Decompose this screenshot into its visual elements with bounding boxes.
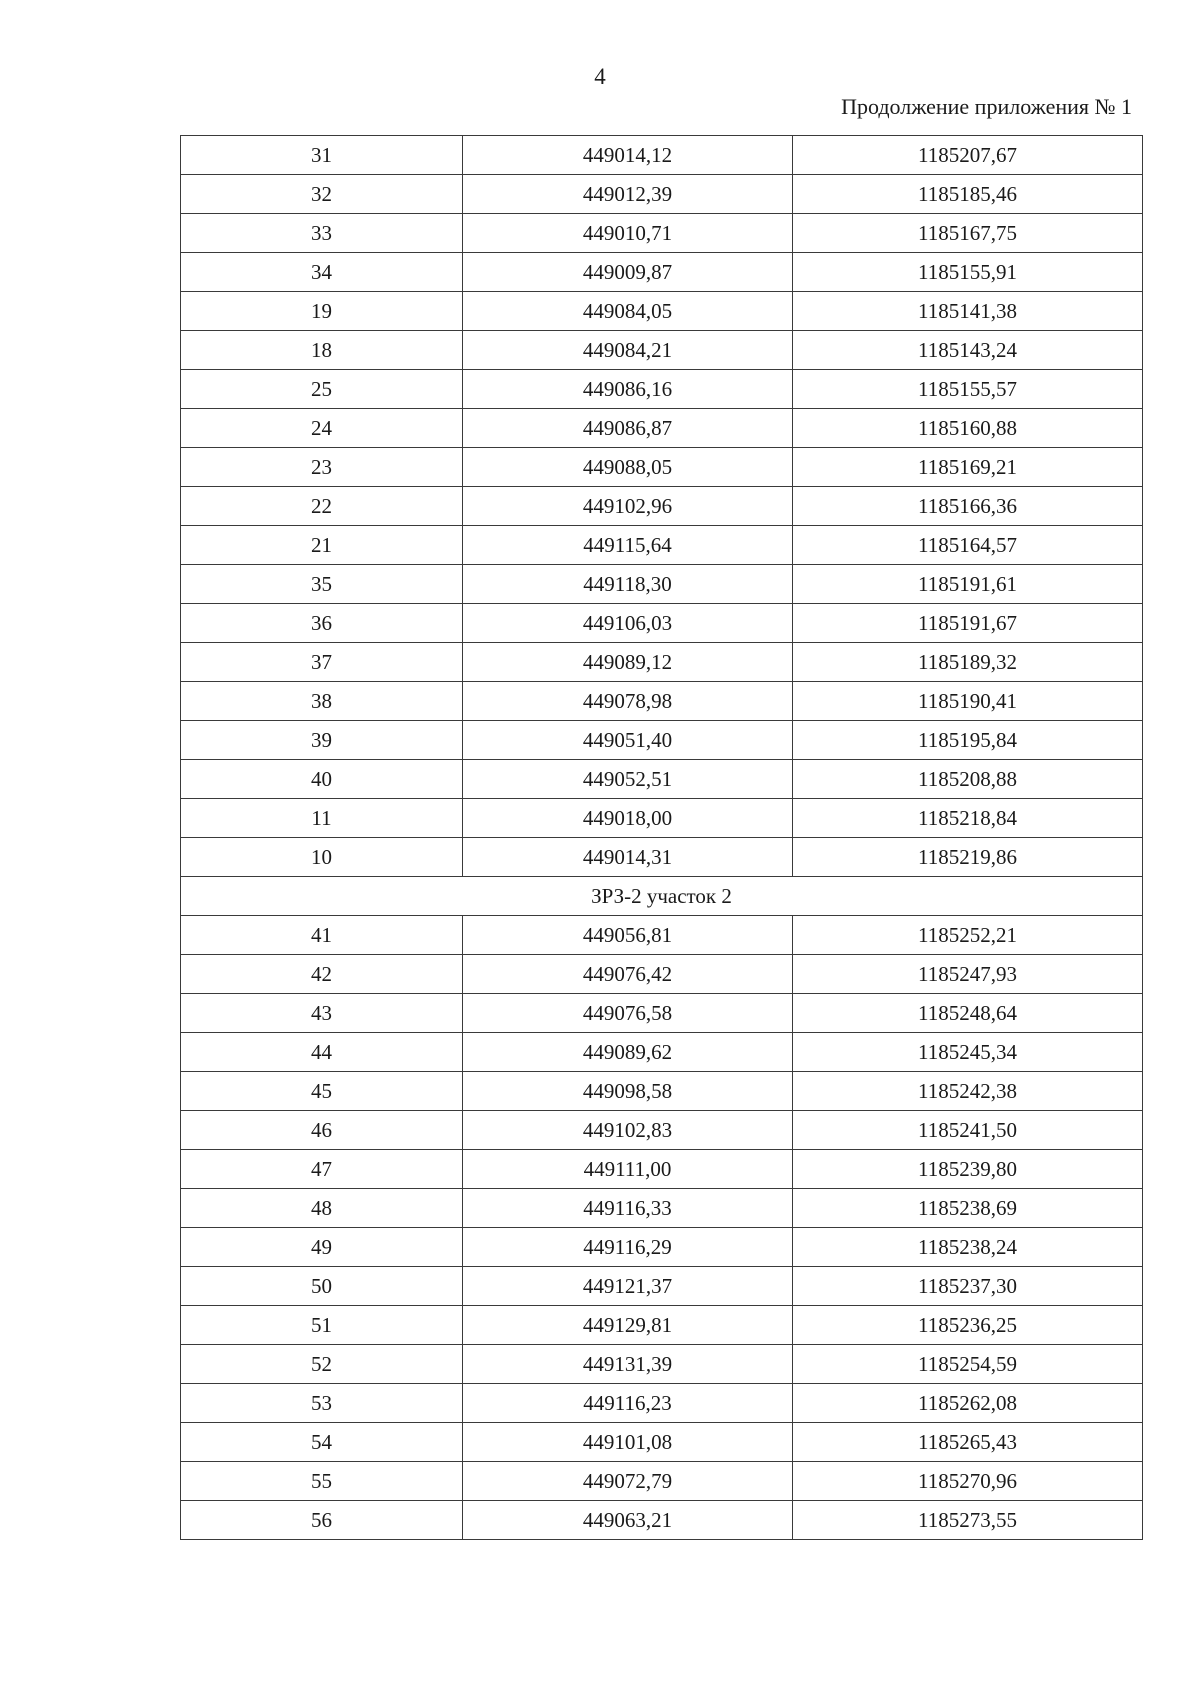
table-row [181, 448, 1143, 487]
x-coordinate-cell: 449010,71 [463, 214, 793, 253]
x-coordinate-cell: 449009,87 [463, 253, 793, 292]
x-coordinate-cell: 449063,21 [463, 1501, 793, 1540]
x-coordinate-cell: 449116,33 [463, 1189, 793, 1228]
y-coordinate-cell: 1185185,46 [793, 175, 1143, 214]
table-row [181, 643, 1143, 682]
table-row [181, 331, 1143, 370]
appendix-note: Продолжение приложения № 1 [841, 94, 1132, 119]
x-coordinate-cell: 449052,51 [463, 760, 793, 799]
x-coordinate-cell: 449118,30 [463, 565, 793, 604]
section-label: ЗРЗ-2 участок 2 [181, 877, 1143, 916]
point-number-cell: 39 [181, 721, 463, 760]
table-row [181, 175, 1143, 214]
point-number-cell: 44 [181, 1033, 463, 1072]
point-number-cell: 18 [181, 331, 463, 370]
point-number-cell: 51 [181, 1306, 463, 1345]
x-coordinate-cell: 449098,58 [463, 1072, 793, 1111]
y-coordinate-cell: 1185195,84 [793, 721, 1143, 760]
x-coordinate-cell: 449131,39 [463, 1345, 793, 1384]
x-coordinate-cell: 449102,83 [463, 1111, 793, 1150]
y-coordinate-cell: 1185218,84 [793, 799, 1143, 838]
x-coordinate-cell: 449018,00 [463, 799, 793, 838]
y-coordinate-cell: 1185242,38 [793, 1072, 1143, 1111]
y-coordinate-cell: 1185189,32 [793, 643, 1143, 682]
point-number-cell: 55 [181, 1462, 463, 1501]
x-coordinate-cell: 449086,16 [463, 370, 793, 409]
point-number-cell: 41 [181, 916, 463, 955]
table-row [181, 1345, 1143, 1384]
table-row [181, 838, 1143, 877]
table-row [181, 721, 1143, 760]
table-row [181, 1501, 1143, 1540]
point-number-cell: 31 [181, 136, 463, 175]
point-number-cell: 42 [181, 955, 463, 994]
x-coordinate-cell: 449129,81 [463, 1306, 793, 1345]
y-coordinate-cell: 1185270,96 [793, 1462, 1143, 1501]
table-row [181, 604, 1143, 643]
x-coordinate-cell: 449115,64 [463, 526, 793, 565]
table-row [181, 1189, 1143, 1228]
y-coordinate-cell: 1185219,86 [793, 838, 1143, 877]
point-number-cell: 48 [181, 1189, 463, 1228]
table-row [181, 292, 1143, 331]
x-coordinate-cell: 449088,05 [463, 448, 793, 487]
table-row [181, 1228, 1143, 1267]
table-row [181, 370, 1143, 409]
x-coordinate-cell: 449102,96 [463, 487, 793, 526]
section-header-row [181, 877, 1143, 916]
point-number-cell: 53 [181, 1384, 463, 1423]
x-coordinate-cell: 449106,03 [463, 604, 793, 643]
x-coordinate-cell: 449101,08 [463, 1423, 793, 1462]
y-coordinate-cell: 1185191,67 [793, 604, 1143, 643]
point-number-cell: 10 [181, 838, 463, 877]
point-number-cell: 23 [181, 448, 463, 487]
table-row [181, 214, 1143, 253]
x-coordinate-cell: 449084,05 [463, 292, 793, 331]
table-row [181, 253, 1143, 292]
point-number-cell: 38 [181, 682, 463, 721]
point-number-cell: 52 [181, 1345, 463, 1384]
x-coordinate-cell: 449089,62 [463, 1033, 793, 1072]
table-row [181, 682, 1143, 721]
y-coordinate-cell: 1185143,24 [793, 331, 1143, 370]
x-coordinate-cell: 449121,37 [463, 1267, 793, 1306]
x-coordinate-cell: 449116,23 [463, 1384, 793, 1423]
x-coordinate-cell: 449076,58 [463, 994, 793, 1033]
table-row [181, 916, 1143, 955]
y-coordinate-cell: 1185167,75 [793, 214, 1143, 253]
y-coordinate-cell: 1185245,34 [793, 1033, 1143, 1072]
table-row [181, 1111, 1143, 1150]
point-number-cell: 50 [181, 1267, 463, 1306]
x-coordinate-cell: 449014,12 [463, 136, 793, 175]
y-coordinate-cell: 1185238,24 [793, 1228, 1143, 1267]
y-coordinate-cell: 1185190,41 [793, 682, 1143, 721]
point-number-cell: 36 [181, 604, 463, 643]
point-number-cell: 56 [181, 1501, 463, 1540]
point-number-cell: 40 [181, 760, 463, 799]
point-number-cell: 33 [181, 214, 463, 253]
y-coordinate-cell: 1185254,59 [793, 1345, 1143, 1384]
x-coordinate-cell: 449089,12 [463, 643, 793, 682]
x-coordinate-cell: 449076,42 [463, 955, 793, 994]
x-coordinate-cell: 449056,81 [463, 916, 793, 955]
y-coordinate-cell: 1185239,80 [793, 1150, 1143, 1189]
point-number-cell: 45 [181, 1072, 463, 1111]
table-row [181, 760, 1143, 799]
point-number-cell: 19 [181, 292, 463, 331]
y-coordinate-cell: 1185166,36 [793, 487, 1143, 526]
table-row [181, 526, 1143, 565]
y-coordinate-cell: 1185247,93 [793, 955, 1143, 994]
y-coordinate-cell: 1185252,21 [793, 916, 1143, 955]
point-number-cell: 22 [181, 487, 463, 526]
y-coordinate-cell: 1185155,91 [793, 253, 1143, 292]
y-coordinate-cell: 1185236,25 [793, 1306, 1143, 1345]
point-number-cell: 35 [181, 565, 463, 604]
table-row [181, 1306, 1143, 1345]
y-coordinate-cell: 1185155,57 [793, 370, 1143, 409]
table-row [181, 1267, 1143, 1306]
table-row [181, 487, 1143, 526]
x-coordinate-cell: 449111,00 [463, 1150, 793, 1189]
x-coordinate-cell: 449072,79 [463, 1462, 793, 1501]
table-row [181, 955, 1143, 994]
point-number-cell: 32 [181, 175, 463, 214]
y-coordinate-cell: 1185273,55 [793, 1501, 1143, 1540]
table-row [181, 1150, 1143, 1189]
x-coordinate-cell: 449086,87 [463, 409, 793, 448]
point-number-cell: 24 [181, 409, 463, 448]
point-number-cell: 49 [181, 1228, 463, 1267]
x-coordinate-cell: 449116,29 [463, 1228, 793, 1267]
x-coordinate-cell: 449078,98 [463, 682, 793, 721]
point-number-cell: 37 [181, 643, 463, 682]
table-row [181, 1423, 1143, 1462]
y-coordinate-cell: 1185191,61 [793, 565, 1143, 604]
point-number-cell: 25 [181, 370, 463, 409]
y-coordinate-cell: 1185262,08 [793, 1384, 1143, 1423]
point-number-cell: 34 [181, 253, 463, 292]
y-coordinate-cell: 1185141,38 [793, 292, 1143, 331]
table-row [181, 1384, 1143, 1423]
coordinates-table [180, 135, 1143, 1540]
table-row [181, 799, 1143, 838]
table-row [181, 409, 1143, 448]
y-coordinate-cell: 1185160,88 [793, 409, 1143, 448]
table-row [181, 565, 1143, 604]
y-coordinate-cell: 1185248,64 [793, 994, 1143, 1033]
point-number-cell: 11 [181, 799, 463, 838]
table-row [181, 1072, 1143, 1111]
coordinates-table-body [181, 136, 1143, 1540]
page-number: 4 [594, 64, 606, 89]
y-coordinate-cell: 1185241,50 [793, 1111, 1143, 1150]
y-coordinate-cell: 1185265,43 [793, 1423, 1143, 1462]
table-row [181, 1033, 1143, 1072]
y-coordinate-cell: 1185238,69 [793, 1189, 1143, 1228]
table-row [181, 136, 1143, 175]
y-coordinate-cell: 1185169,21 [793, 448, 1143, 487]
x-coordinate-cell: 449014,31 [463, 838, 793, 877]
y-coordinate-cell: 1185237,30 [793, 1267, 1143, 1306]
point-number-cell: 21 [181, 526, 463, 565]
point-number-cell: 43 [181, 994, 463, 1033]
point-number-cell: 54 [181, 1423, 463, 1462]
point-number-cell: 46 [181, 1111, 463, 1150]
table-row [181, 994, 1143, 1033]
y-coordinate-cell: 1185208,88 [793, 760, 1143, 799]
table-row [181, 1462, 1143, 1501]
x-coordinate-cell: 449084,21 [463, 331, 793, 370]
x-coordinate-cell: 449012,39 [463, 175, 793, 214]
y-coordinate-cell: 1185207,67 [793, 136, 1143, 175]
point-number-cell: 47 [181, 1150, 463, 1189]
x-coordinate-cell: 449051,40 [463, 721, 793, 760]
y-coordinate-cell: 1185164,57 [793, 526, 1143, 565]
